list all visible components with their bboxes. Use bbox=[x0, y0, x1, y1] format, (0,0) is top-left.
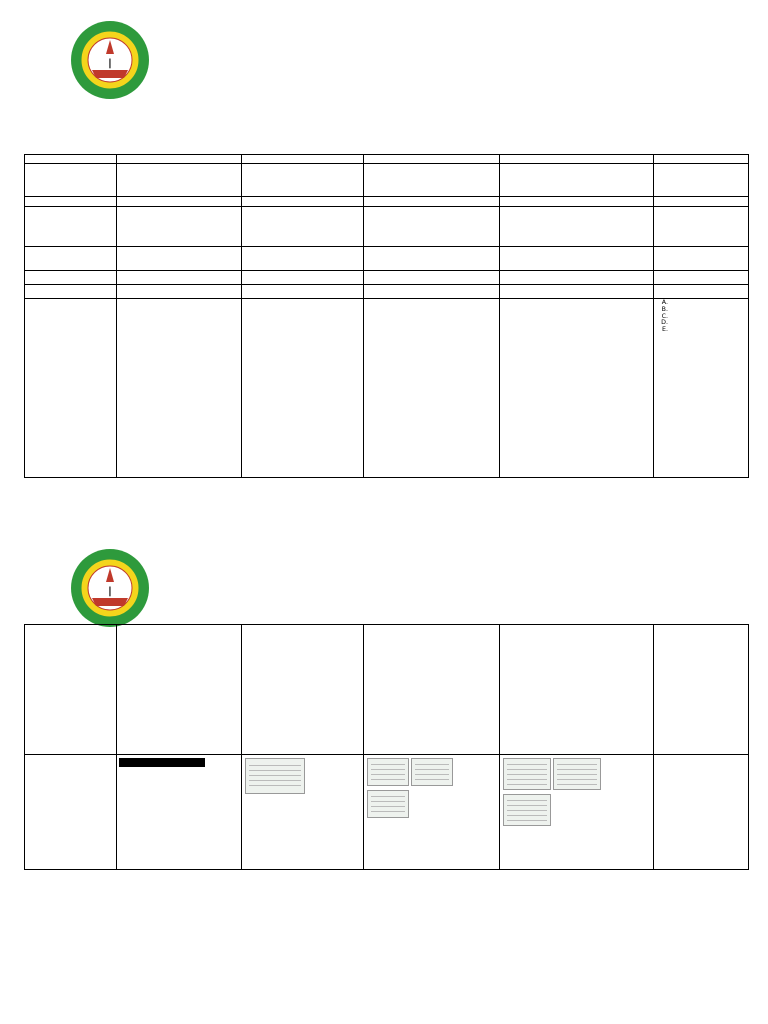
date-row bbox=[25, 155, 749, 164]
empty-cell bbox=[654, 197, 749, 207]
cell-line bbox=[502, 248, 651, 254]
table-cell bbox=[162, 766, 205, 767]
value-cell bbox=[117, 285, 242, 299]
value-row bbox=[25, 285, 749, 299]
objective-label bbox=[25, 164, 117, 197]
empty-cell bbox=[242, 197, 364, 207]
school-seal-logo bbox=[70, 20, 150, 100]
topic-cell bbox=[242, 207, 364, 247]
spreadsheet-screenshots bbox=[244, 756, 361, 796]
evaluation-cell bbox=[242, 755, 364, 870]
lesson-log-table-continued bbox=[24, 624, 749, 870]
spreadsheet-screenshot bbox=[553, 758, 601, 790]
empty-cell bbox=[364, 197, 500, 207]
empty-cell bbox=[500, 197, 654, 207]
continued-cell bbox=[654, 625, 749, 755]
continued-cell bbox=[117, 625, 242, 755]
empty-cell bbox=[25, 625, 117, 755]
reference-cell bbox=[242, 247, 364, 271]
reference-cell bbox=[500, 247, 654, 271]
value-cell bbox=[242, 285, 364, 299]
spreadsheet-screenshot bbox=[503, 794, 551, 826]
continued-cell bbox=[364, 625, 500, 755]
objective-cell bbox=[242, 164, 364, 197]
objective-row bbox=[25, 164, 749, 197]
spreadsheet-screenshot bbox=[411, 758, 453, 786]
continued-cell bbox=[242, 625, 364, 755]
objective-cell bbox=[117, 164, 242, 197]
spreadsheet-screenshots bbox=[366, 756, 497, 820]
subject-matter-row bbox=[25, 197, 749, 207]
page-1 bbox=[0, 0, 768, 470]
evaluation-cell bbox=[117, 755, 242, 870]
materials-cell bbox=[500, 271, 654, 285]
table-row bbox=[120, 766, 205, 767]
evaluation-cell bbox=[654, 755, 749, 870]
list-item bbox=[670, 320, 746, 327]
materials-cell bbox=[242, 271, 364, 285]
svg-text:|: | bbox=[108, 586, 112, 597]
cell-line bbox=[366, 248, 497, 254]
date-label bbox=[25, 155, 117, 164]
spreadsheet-screenshot bbox=[245, 758, 305, 794]
list-item bbox=[670, 327, 746, 334]
evaluation-row bbox=[25, 755, 749, 870]
date-cell bbox=[654, 155, 749, 164]
learning-cell bbox=[242, 299, 364, 478]
cell-line bbox=[244, 248, 361, 254]
materials-cell bbox=[117, 271, 242, 285]
learning-activities-label bbox=[25, 299, 117, 478]
value-label bbox=[25, 285, 117, 299]
topic-row bbox=[25, 207, 749, 247]
date-cell bbox=[117, 155, 242, 164]
empty-cell bbox=[117, 197, 242, 207]
spreadsheet-screenshots bbox=[502, 756, 651, 828]
reference-cell bbox=[117, 247, 242, 271]
cell-line bbox=[119, 248, 239, 254]
materials-row bbox=[25, 271, 749, 285]
topic-cell bbox=[500, 207, 654, 247]
school-header bbox=[0, 528, 768, 628]
spreadsheet-screenshot bbox=[503, 758, 551, 790]
evaluation-label bbox=[25, 755, 117, 870]
materials-cell bbox=[364, 271, 500, 285]
date-cell bbox=[242, 155, 364, 164]
subject-matter-label bbox=[25, 197, 117, 207]
table-cell bbox=[120, 766, 163, 767]
topic-label bbox=[25, 207, 117, 247]
date-cell bbox=[500, 155, 654, 164]
topic-cell bbox=[654, 207, 749, 247]
objective-cell bbox=[364, 164, 500, 197]
materials-label bbox=[25, 271, 117, 285]
learning-activities-row bbox=[25, 299, 749, 478]
value-cell bbox=[654, 285, 749, 299]
reference-cell bbox=[364, 247, 500, 271]
learning-cell bbox=[364, 299, 500, 478]
list-item bbox=[670, 314, 746, 321]
school-seal-logo bbox=[70, 548, 150, 628]
page-2 bbox=[0, 520, 768, 1024]
reference-row bbox=[25, 247, 749, 271]
evaluation-cell bbox=[364, 755, 500, 870]
school-header bbox=[0, 0, 768, 100]
summative-steps-list bbox=[656, 300, 746, 334]
evaluation-cell bbox=[500, 755, 654, 870]
continued-cell bbox=[500, 625, 654, 755]
learning-cell bbox=[500, 299, 654, 478]
lesson-log-table bbox=[24, 154, 749, 478]
ingredients-table bbox=[119, 758, 205, 767]
materials-cell bbox=[654, 271, 749, 285]
reference-cell bbox=[654, 247, 749, 271]
topic-cell bbox=[364, 207, 500, 247]
list-item bbox=[670, 307, 746, 314]
spreadsheet-screenshot bbox=[367, 758, 409, 786]
objective-cell bbox=[654, 164, 749, 197]
value-cell bbox=[500, 285, 654, 299]
reference-label bbox=[25, 247, 117, 271]
svg-text:|: | bbox=[108, 58, 112, 69]
learning-cell bbox=[654, 299, 749, 478]
list-item bbox=[670, 300, 746, 307]
learning-cell bbox=[117, 299, 242, 478]
continued-activities-row bbox=[25, 625, 749, 755]
spreadsheet-screenshot bbox=[367, 790, 409, 818]
date-cell bbox=[364, 155, 500, 164]
topic-cell bbox=[117, 207, 242, 247]
value-cell bbox=[364, 285, 500, 299]
objective-cell bbox=[500, 164, 654, 197]
